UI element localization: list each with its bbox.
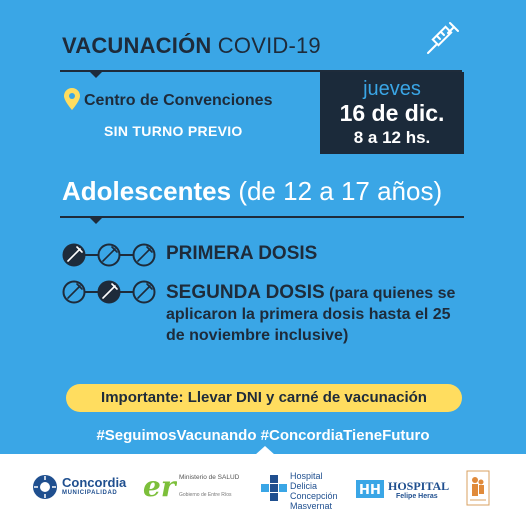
syringe-icon <box>423 18 463 58</box>
venue-name: Centro de Convenciones <box>84 92 273 109</box>
title-divider-notch <box>88 70 104 78</box>
logo-heras-sub: Felipe Heras <box>396 493 438 500</box>
second-dose-text <box>166 282 466 346</box>
second-dose-note: (para quienes se aplicaron la primera dosis hasta el 25 de noviembre inclusive) <box>166 285 456 344</box>
hashtags: #SeguimosVacunando #ConcordiaTieneFuturo <box>96 427 430 444</box>
logo-masvernat-name: Hospital Delicia Concepción Masvernat <box>290 471 338 511</box>
ministerio-emblem-icon <box>143 470 177 502</box>
svg-text:er: er <box>143 470 176 502</box>
medical-cross-icon <box>260 474 288 502</box>
dose1-icon-row <box>62 243 158 267</box>
vaccine-dose-icon <box>62 243 158 267</box>
date-date: 16 de dic. <box>339 100 445 126</box>
concordia-emblem-icon <box>32 474 58 500</box>
svg-text:H: H <box>359 483 370 498</box>
second-dose-label: SEGUNDA DOSIS <box>166 282 325 303</box>
date-day: jueves <box>363 78 421 100</box>
no-appointment-note: SIN TURNO PREVIO <box>104 123 243 139</box>
page-title <box>62 33 321 59</box>
audience-bold: Adolescentes <box>62 176 232 206</box>
logo-ministerio-sub: Gobierno de Entre Ríos <box>179 492 232 498</box>
title-bold: VACUNACIÓN <box>62 33 212 58</box>
audience-divider-notch <box>88 216 104 224</box>
logo-concordia-name: Concordia <box>62 475 127 490</box>
logo-heras-name: HOSPITAL <box>388 479 450 493</box>
logo-ministerio-name: Ministerio de SALUD <box>179 474 240 481</box>
audience-divider <box>60 216 464 218</box>
important-notice: Importante: Llevar DNI y carné de vacunación <box>66 384 462 412</box>
svg-text:H: H <box>370 483 381 498</box>
audience-light: (de 12 a 17 años) <box>238 176 443 206</box>
dose2-icon-row <box>62 280 158 304</box>
date-box <box>320 72 464 154</box>
first-dose-label: PRIMERA DOSIS <box>166 243 318 264</box>
location-pin-icon <box>64 88 80 110</box>
figures-emblem-icon <box>466 470 490 506</box>
title-light: COVID-19 <box>217 33 321 58</box>
hospital-heras-icon <box>356 480 384 498</box>
logo-concordia-sub: MUNICIPALIDAD <box>62 490 118 496</box>
date-time: 8 a 12 hs. <box>353 128 431 147</box>
vaccine-dose-icon <box>62 280 158 304</box>
audience-heading <box>62 176 442 207</box>
